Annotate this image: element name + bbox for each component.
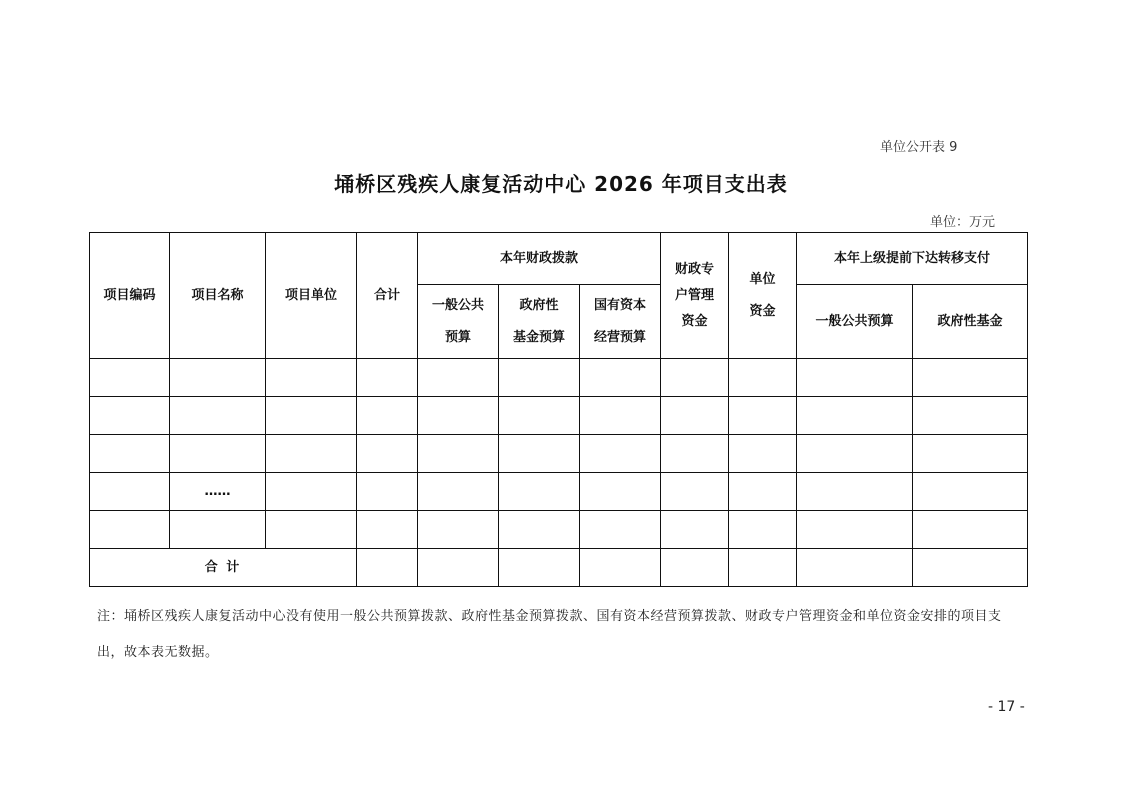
header-general-line2: 预算 bbox=[444, 329, 471, 345]
header-project-unit: 项目单位 bbox=[266, 233, 357, 359]
header-project-name: 项目名称 bbox=[170, 233, 266, 359]
page-number: - 17 - bbox=[988, 699, 1025, 715]
header-state-capital-budget bbox=[580, 285, 661, 359]
footnote: 注：埇桥区残疾人康复活动中心没有使用一般公共预算拨款、政府性基金预算拨款、国有资本经营预算拨款、财政专户管理资金和单位资金安排的项目支出，故本表无数据。 bbox=[97, 609, 1002, 660]
table-row bbox=[90, 473, 1028, 511]
header-unit-funds bbox=[729, 233, 797, 359]
header-total: 合计 bbox=[357, 233, 418, 359]
header-special-line3: 资金 bbox=[681, 313, 708, 329]
header-general-budget bbox=[418, 285, 499, 359]
header-special-line2: 户管理 bbox=[675, 287, 715, 303]
table-number-label: 单位公开表 9 bbox=[880, 140, 958, 155]
header-statecap-line1: 国有资本 bbox=[594, 297, 647, 313]
header-transfer-general-budget: 一般公共预算 bbox=[797, 285, 913, 359]
table-row bbox=[90, 359, 1028, 397]
header-general-line1: 一般公共 bbox=[431, 297, 484, 313]
unit-label: 单位：万元 bbox=[930, 215, 996, 230]
header-govfund-line1: 政府性 bbox=[519, 297, 559, 313]
total-row bbox=[90, 549, 1028, 587]
header-special-account-funds bbox=[661, 233, 729, 359]
header-statecap-line2: 经营预算 bbox=[594, 329, 647, 345]
table-row bbox=[90, 511, 1028, 549]
table-row bbox=[90, 435, 1028, 473]
header-unit-funds-line2: 资金 bbox=[749, 303, 776, 319]
header-gov-fund-budget bbox=[499, 285, 580, 359]
project-expenditure-table bbox=[89, 232, 1028, 587]
table-row bbox=[90, 397, 1028, 435]
total-label: 合 计 bbox=[90, 549, 357, 587]
header-transfer-gov-fund: 政府性基金 bbox=[913, 285, 1028, 359]
page-title: 埇桥区残疾人康复活动中心 2026 年项目支出表 bbox=[334, 172, 788, 196]
header-project-code: 项目编码 bbox=[90, 233, 170, 359]
header-transfer-payment: 本年上级提前下达转移支付 bbox=[797, 233, 1028, 285]
header-special-line1: 财政专 bbox=[675, 261, 715, 277]
header-govfund-line2: 基金预算 bbox=[512, 329, 565, 345]
ellipsis-cell: …… bbox=[170, 473, 266, 511]
header-fiscal-appropriation: 本年财政拨款 bbox=[418, 233, 661, 285]
header-unit-funds-line1: 单位 bbox=[749, 271, 776, 287]
